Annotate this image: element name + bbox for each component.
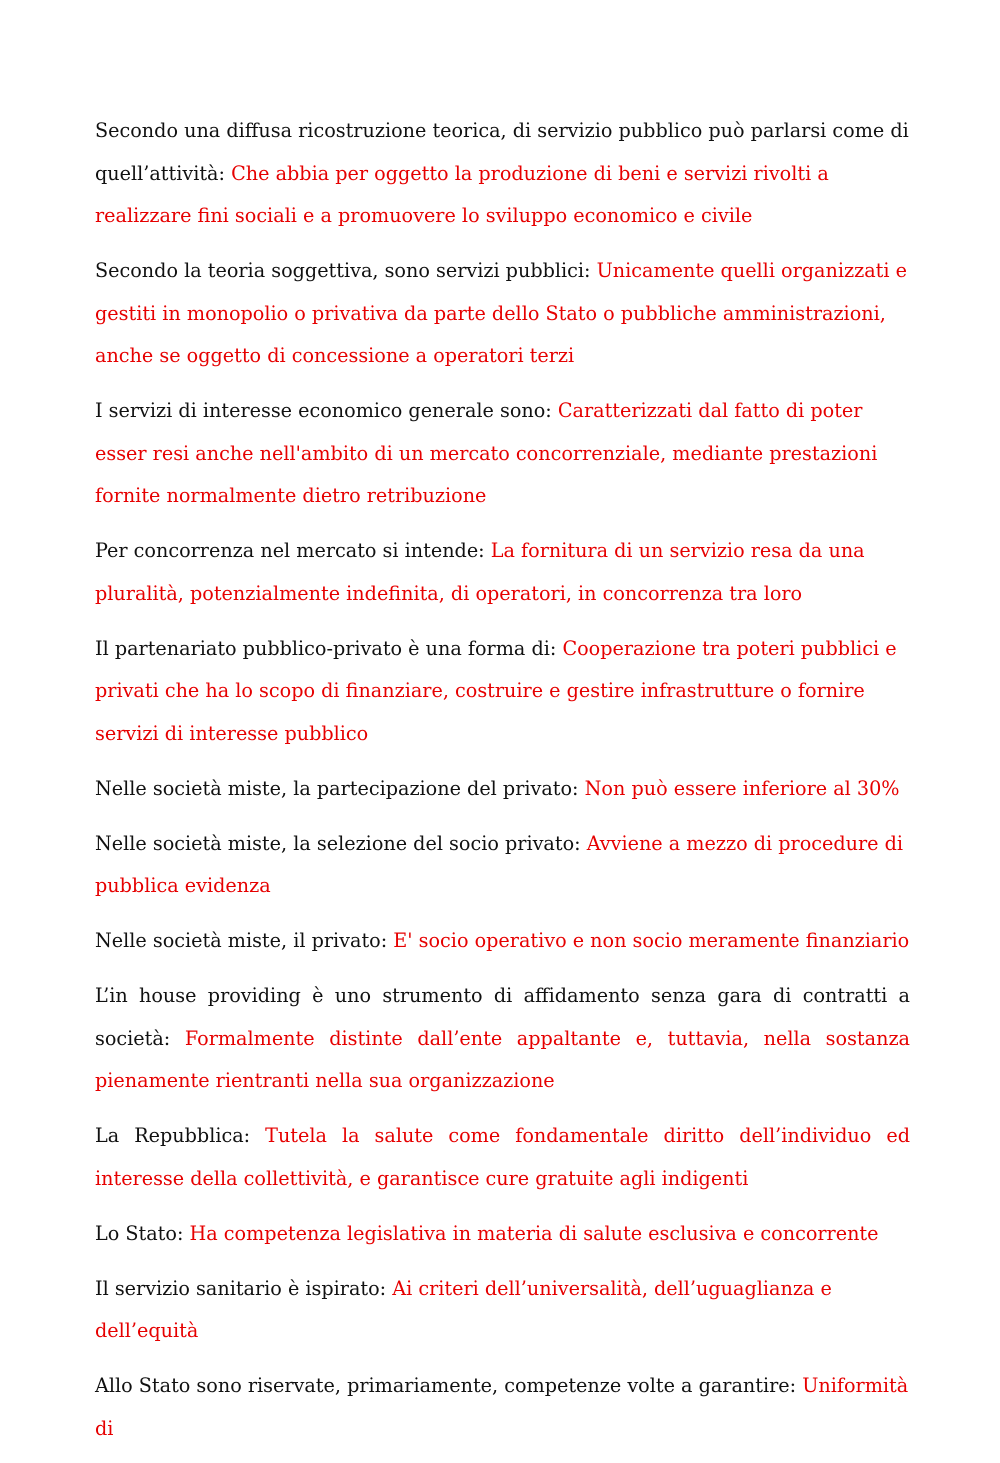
- answer-text: Unicamente quelli organizzati e gestiti in monopolio o privativa da parte dello Stato o pubbliche amministrazioni, anche se oggetto di concessione a operatori terzi: [95, 259, 907, 367]
- answer-text: Caratterizzati dal fatto di poter esser resi anche nell'ambito di un mercato concorrenziale, mediante prestazioni fornite normalmente dietro retribuzione: [95, 399, 878, 507]
- question-text: I servizi di interesse economico generale sono:: [95, 399, 552, 422]
- question-text: Lo Stato:: [95, 1221, 184, 1245]
- question-text: La Repubblica:: [95, 1124, 251, 1147]
- qa-item-9: [95, 975, 910, 1103]
- question-text: Nelle società miste, il privato:: [95, 929, 388, 952]
- qa-item-6: [95, 768, 910, 811]
- answer-text: Ha competenza legislativa in materia di salute esclusiva e concorrente: [189, 1221, 879, 1245]
- answer-text: Avviene a mezzo di procedure di pubblica evidenza: [95, 831, 904, 897]
- qa-item-1: [95, 110, 910, 238]
- question-text: Il partenariato pubblico-privato è una forma di:: [95, 636, 557, 660]
- qa-item-10: [95, 1115, 910, 1200]
- answer-text: Non può essere inferiore al 30%: [584, 776, 900, 800]
- question-text: Nelle società miste, la selezione del socio privato:: [95, 831, 581, 855]
- answer-text: Formalmente distinte dall’ente appaltante e, tuttavia, nella sostanza pienamente rientranti nella sua organizzazione: [95, 1026, 910, 1092]
- question-text: L’in house providing è uno strumento di affidamento senza gara di contratti a società:: [95, 984, 910, 1050]
- answer-text: Ai criteri dell’universalità, dell’uguaglianza e dell’equità: [95, 1276, 832, 1342]
- question-text: Per concorrenza nel mercato si intende:: [95, 539, 485, 562]
- answer-text: Uniformità di: [95, 1374, 909, 1440]
- qa-item-4: [95, 530, 910, 615]
- qa-item-11: [95, 1213, 910, 1256]
- answer-text: E' socio operativo e non socio meramente finanziario: [393, 929, 910, 952]
- answer-text: Cooperazione tra poteri pubblici e privati che ha lo scopo di finanziare, costruire e gestire infrastrutture o fornire servizi di interesse pubblico: [95, 636, 897, 745]
- qa-item-13: [95, 1365, 910, 1450]
- qa-item-12: [95, 1268, 910, 1353]
- question-text: Il servizio sanitario è ispirato:: [95, 1276, 387, 1300]
- qa-item-7: [95, 823, 910, 908]
- question-text: Nelle società miste, la partecipazione del privato:: [95, 776, 579, 800]
- qa-item-5: [95, 628, 910, 756]
- answer-text: Tutela la salute come fondamentale diritto dell’individuo ed interesse della collettività, e garantisce cure gratuite agli indigenti: [95, 1124, 910, 1190]
- qa-item-8: [95, 920, 910, 963]
- document-body: [95, 110, 910, 1463]
- answer-text: La fornitura di un servizio resa da una pluralità, potenzialmente indefinita, di operatori, in concorrenza tra loro: [95, 539, 865, 605]
- qa-item-2: [95, 250, 910, 378]
- question-text: Allo Stato sono riservate, primariamente, competenze volte a garantire:: [95, 1374, 797, 1397]
- answer-text: Che abbia per oggetto la produzione di beni e servizi rivolti a realizzare fini sociali e a promuovere lo sviluppo economico e civile: [95, 161, 829, 227]
- question-text: Secondo una diffusa ricostruzione teorica, di servizio pubblico può parlarsi come di quell’attività:: [95, 119, 909, 185]
- question-text: Secondo la teoria soggettiva, sono servizi pubblici:: [95, 259, 591, 282]
- qa-item-3: [95, 390, 910, 518]
